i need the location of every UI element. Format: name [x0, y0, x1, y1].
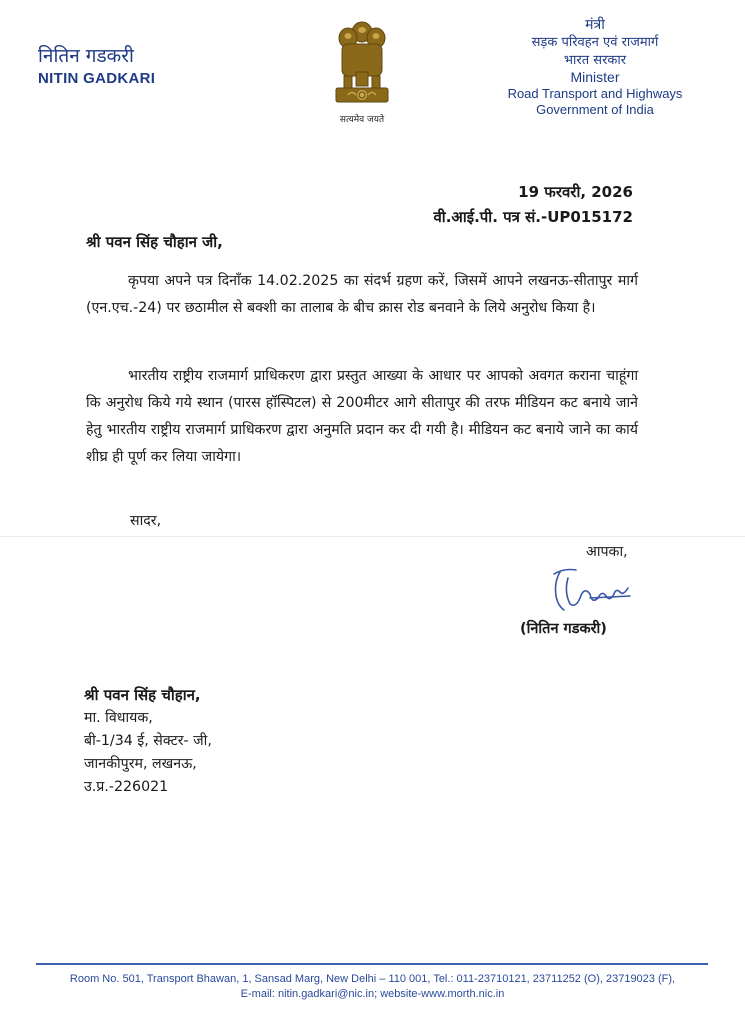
body-paragraph	[86, 363, 638, 471]
ministry-hindi: सड़क परिवहन एवं राजमार्ग	[531, 35, 659, 50]
footer	[0, 972, 745, 1002]
letterhead-designation-block	[495, 16, 695, 118]
addressee-name: श्री पवन सिंह चौहान,	[84, 686, 201, 704]
footer-address: Room No. 501, Transport Bhawan, 1, Sansad Marg, New Delhi – 110 001, Tel.: 011-23710121, 23711252 (O), 23719023 (F),	[69, 973, 676, 985]
page-fold-crease	[0, 536, 745, 537]
date-reference-block	[433, 180, 633, 230]
addressee-line: जानकीपुरम, लखनऊ,	[84, 756, 197, 772]
paragraph-text: भारतीय राष्ट्रीय राजमार्ग प्राधिकरण द्वारा प्रस्तुत आख्या के आधार पर आपको अवगत कराना चाहूंगा कि अनुरोध किये गये स्थान (पारस हॉस्पिटल) से 200मीटर आगे सीतापुर की तरफ मीडियन कट बनाये जाने हेतु भारतीय राष्ट्रीय राजमार्ग प्राधिकरण द्वारा अनुमति प्रदान कर दी गयी है। मीडियन कट बनाये जाने का कार्य शीघ्र ही पूर्ण कर लिया जायेगा।	[86, 368, 638, 465]
closing-text: आपका,	[586, 544, 628, 560]
emblem-motto: सत्यमेव जयते	[339, 115, 385, 125]
state-emblem-icon	[330, 18, 394, 110]
designation-hindi: मंत्री	[585, 17, 605, 33]
footer-contact: E-mail: nitin.gadkari@nic.in; website-www.morth.nic.in	[240, 988, 505, 1000]
addressee-line: मा. विधायक,	[84, 710, 153, 726]
letterhead-name-block	[38, 44, 155, 87]
emblem-block	[326, 18, 398, 125]
addressee-line: बी-1/34 ई, सेक्टर- जी,	[84, 733, 212, 749]
salutation: श्री पवन सिंह चौहान जी,	[86, 233, 223, 251]
letter-date: 19 फरवरी, 2026	[518, 183, 633, 201]
designation-english: Minister	[570, 69, 620, 85]
minister-name-hindi: नितिन गडकरी	[38, 45, 134, 67]
government-english: Government of India	[536, 102, 654, 117]
government-hindi: भारत सरकार	[563, 53, 627, 68]
paragraph-text: कृपया अपने पत्र दिनाँक 14.02.2025 का संदर्भ ग्रहण करें, जिसमें आपने लखनऊ-सीतापुर मार्ग (एन.एच.-24) पर छठामील से बक्शी का तालाब के बीच क्रास रोड बनवाने के लिये अनुरोध किया है।	[86, 273, 638, 316]
addressee-block	[84, 684, 212, 799]
footer-divider	[36, 963, 708, 965]
signatory-name: (नितिन गडकरी)	[520, 621, 607, 637]
ministry-english: Road Transport and Highways	[507, 86, 683, 101]
minister-name-english: NITIN GADKARI	[38, 70, 156, 87]
regards-text: सादर,	[130, 513, 162, 529]
letter-reference-number: वी.आई.पी. पत्र सं.-UP015172	[433, 208, 633, 226]
body-paragraph	[86, 268, 638, 322]
handwritten-signature	[540, 560, 650, 620]
addressee-line: उ.प्र.-226021	[84, 779, 169, 795]
